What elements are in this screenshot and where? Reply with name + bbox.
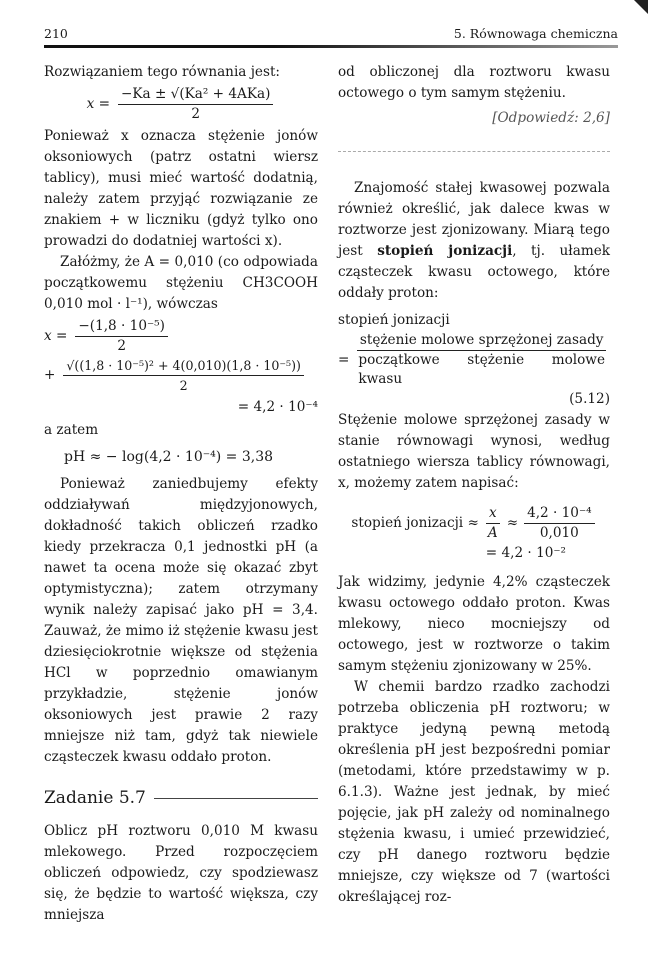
equation-x-part1: [44, 317, 318, 356]
fraction-denominator: początkowe stężenie molowe kwasu: [358, 352, 605, 387]
paragraph-conjugate-base: Stężenie molowe sprzężonej zasady w stanie równowagi wynosi, według ostatniego wiersza tablicy równowagi, x, możemy zatem napisać:: [338, 412, 610, 491]
right-column: [338, 62, 610, 908]
header-rule: [44, 45, 618, 48]
paragraph-therefore: a zatem: [44, 422, 99, 438]
paragraph-positive-root: Ponieważ x oznacza stężenie jonów oksoniowych (patrz ostatni wiersz tablicy), musi mieć wartość dodatnią, należy zatem przyjąć rozwiązanie ze znakiem + w liczniku (gdyż tylko ono prowadzi do dodatniej wartości x).: [44, 128, 318, 249]
equation-plus-sign: +: [44, 367, 56, 383]
equation-number: (5.12): [569, 391, 610, 407]
definition-label: stopień jonizacji: [338, 312, 450, 328]
exercise-answer: [Odpowiedź: 2,6]: [492, 110, 610, 126]
fraction-denominator: 0,010: [539, 525, 579, 541]
approx-sign: ≈: [506, 515, 519, 531]
equation-ionization-value: [338, 504, 610, 543]
paragraph-ionization-intro: [338, 178, 610, 304]
ionization-result: = 4,2 · 10⁻²: [485, 545, 566, 561]
equation-ph: pH ≈ − log(4,2 · 10⁻⁴) = 3,38: [64, 449, 274, 465]
fraction-numerator: √((1,8 · 10⁻⁵)² + 4(0,010)(1,8 · 10⁻⁵)): [63, 356, 304, 376]
page-header: [44, 22, 618, 44]
page-corner-mark: [634, 0, 648, 14]
text-before-term: Znajomość stałej kwasowej pozwala również określić, jak dalece kwas w roztworze jest zjonizowany. Miarą tego jest: [338, 180, 610, 259]
fraction-numeric: [524, 504, 595, 543]
equation-x-part2: [44, 356, 318, 395]
fraction-denominator: 2: [179, 378, 188, 393]
fraction-numerator: −Ka ± √(Ka² + 4AKa): [118, 85, 273, 105]
definition-fraction: [355, 331, 608, 389]
page-number: 210: [44, 26, 68, 41]
fraction-numerator: −(1,8 · 10⁻⁵): [75, 317, 168, 337]
fraction-numerator: 4,2 · 10⁻⁴: [524, 504, 595, 524]
exercise-title: Zadanie 5.7: [44, 788, 146, 808]
exercise-rule: [154, 798, 318, 799]
equation-lhs: x =: [86, 96, 110, 112]
left-column: [44, 62, 318, 926]
running-title: 5. Równowaga chemiczna: [453, 26, 618, 41]
fraction-numerator: stężenie molowe sprzężonej zasady: [357, 331, 607, 351]
equation-fraction: [75, 317, 168, 356]
exercise-separator: [338, 151, 610, 152]
paragraph-ph-measurement: W chemii bardzo rzadko zachodzi potrzeba obliczenia pH roztworu; w praktyce jedyną pewną metodą określenia pH jest bezpośredni pomiar (metodami, które przedstawimy w p. 6.1.3). Ważne jest jednak, by mieć pojęcie, jak pH zależy od nominalnego stężenia kwasu, i umieć przewidzieć, czy pH danego roztworu będzie mniejsze, czy większe od 7 (wartości określającej roz-: [338, 679, 610, 905]
paragraph-result-discussion: Jak widzimy, jedynie 4,2% cząsteczek kwasu octowego oddało proton. Kwas mlekowy, nieco mocniejszy od octowego, jest w roztworze o takim samym stężeniu zjonizowany w 25%.: [338, 574, 610, 674]
fraction-denominator: A: [487, 525, 498, 541]
equation-fraction: [118, 85, 273, 124]
equation-lhs: x =: [44, 328, 68, 344]
definition-equation: [338, 331, 610, 389]
ionization-label: stopień jonizacji ≈: [351, 515, 479, 531]
fraction-denominator: 2: [117, 338, 126, 354]
equation-fraction: [63, 356, 304, 395]
equation-x-result: = 4,2 · 10⁻⁴: [237, 399, 318, 415]
term-ionization-degree: stopień jonizacji: [377, 243, 513, 259]
paragraph-assumption: Załóżmy, że A = 0,010 (co odpowiada początkowemu stężeniu CH3COOH 0,010 mol · l⁻¹), wówczas: [44, 254, 318, 312]
paragraph-accuracy: Ponieważ zaniedbujemy efekty oddziaływań międzyjonowych, dokładność takich obliczeń rzadko kiedy przekracza 0,1 jednostki pH (a nawet ta ocena może się okazać zbyt optymistyczna); zatem otrzymany wynik należy zapisać jako pH = 3,4. Zauważ, że mimo iż stężenie kwasu jest dziesięciokrotnie większe od stężenia HCl w poprzednio omawianym przykładzie, stężenie jonów oksoniowych jest prawie 2 razy mniejsze niż tam, gdyż tak niewiele cząsteczek kwasu oddało proton.: [44, 476, 318, 765]
text-after-term: , tj. ułamek cząsteczek kwasu octowego, które oddały proton:: [338, 243, 610, 301]
paragraph-exercise-continued: od obliczonej dla roztworu kwasu octowego o tym samym stężeniu.: [338, 64, 610, 101]
definition-equals: =: [338, 351, 350, 368]
fraction-numerator: x: [486, 504, 500, 524]
fraction-denominator: 2: [191, 106, 201, 122]
equation-quadratic-solution: [44, 85, 318, 124]
exercise-heading: [44, 788, 318, 809]
definition-ionization-degree: [338, 310, 610, 410]
paragraph-intro: Rozwiązaniem tego równania jest:: [44, 64, 280, 80]
paragraph-exercise: Oblicz pH roztworu 0,010 M kwasu mlekowego. Przed rozpoczęciem obliczeń odpowiedz, czy spodziewasz się, że będzie to wartość większa, czy mniejsza: [44, 823, 318, 923]
fraction-x-over-a: [485, 504, 501, 543]
